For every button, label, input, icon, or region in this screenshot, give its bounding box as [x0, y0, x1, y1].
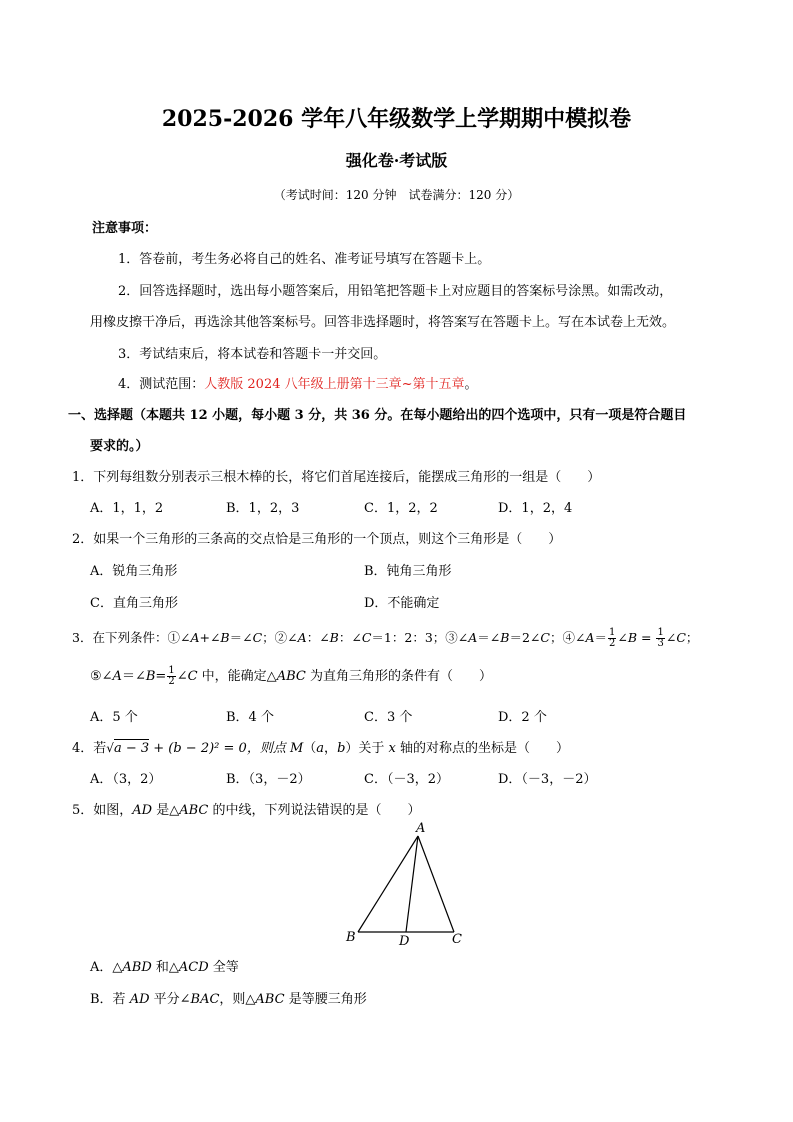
note-item-4 — [118, 373, 478, 392]
vertex-label-a: A — [416, 821, 426, 836]
note-item-4-suffix: 。 — [464, 377, 478, 392]
median-ad — [406, 836, 418, 932]
question-3-option-c[interactable]: C．3 个 — [364, 710, 413, 725]
question-2-option-b[interactable]: B．钝角三角形 — [364, 564, 452, 579]
question-4-stem: 4．若√a − 3 + (b − 2)² = 0，则点 M（a，b）关于 x 轴的对称点的坐标是（ ） — [72, 741, 570, 756]
question-4-option-a[interactable]: A．（3，2） — [90, 772, 162, 787]
question-2-option-c[interactable]: C．直角三角形 — [90, 596, 178, 611]
question-3-stem-line1: 3．在下列条件：①∠A+∠B＝∠C；②∠A：∠B：∠C＝1：2：3；③∠A＝∠B＝2∠C；④∠A＝ $\frac{1}{2}$ ∠B = $\frac{1}{3}$ ∠C； — [72, 627, 699, 649]
note-item-2-line1: 2．回答选择题时，选出每小题答案后，用铅笔把答题卡上对应题目的答案标号涂黑。如需改动， — [118, 284, 673, 299]
vertex-label-b: B — [346, 930, 356, 945]
note-item-3: 3．考试结束后，将本试卷和答题卡一并交回。 — [118, 347, 387, 362]
side-ac — [418, 836, 454, 932]
question-1-option-d[interactable]: D．1，2，4 — [498, 501, 573, 516]
note-item-4-prefix: 4．测试范围： — [118, 377, 205, 392]
question-1-option-c[interactable]: C．1，2，2 — [364, 501, 438, 516]
notes-heading: 注意事项： — [92, 221, 158, 236]
question-1-stem: 1．下列每组数分别表示三根木棒的长，将它们首尾连接后，能摆成三角形的一组是（ ） — [72, 470, 601, 485]
question-5-option-a[interactable]: A．△ABD 和△ACD 全等 — [90, 960, 239, 975]
question-5-stem: 5．如图，AD 是△ABC 的中线，下列说法错误的是（ ） — [72, 803, 421, 818]
section-heading-line1: 一、选择题（本题共 12 小题，每小题 3 分，共 36 分。在每小题给出的四个选项中，只有一项是符合题目 — [68, 408, 687, 423]
triangle-figure — [340, 818, 480, 952]
section-heading-line2: 要求的。） — [90, 439, 149, 454]
note-item-1: 1．答卷前，考生务必将自己的姓名、准考证号填写在答题卡上。 — [118, 252, 491, 267]
question-3-option-b[interactable]: B．4 个 — [226, 710, 274, 725]
question-5-option-b[interactable]: B．若 AD 平分∠BAC，则△ABC 是等腰三角形 — [90, 992, 367, 1007]
question-4-option-c[interactable]: C．（－3，2） — [364, 772, 449, 787]
question-3-option-a[interactable]: A．5 个 — [90, 710, 138, 725]
exam-time-info: （考试时间：120 分钟 试卷满分：120 分） — [273, 188, 520, 202]
point-label-d: D — [399, 934, 410, 949]
page-subtitle: 强化卷·考试版 — [345, 151, 448, 170]
question-4-option-d[interactable]: D．（－3，－2） — [498, 772, 597, 787]
vertex-label-c: C — [452, 932, 462, 947]
question-2-option-a[interactable]: A．锐角三角形 — [90, 564, 178, 579]
question-3-option-d[interactable]: D．2 个 — [498, 710, 547, 725]
side-ab — [358, 836, 418, 932]
test-range-text: 人教版 2024 八年级上册第十三章~第十五章 — [204, 377, 465, 392]
page-title: 2025-2026 学年八年级数学上学期期中模拟卷 — [161, 106, 632, 132]
question-2-stem: 2．如果一个三角形的三条高的交点恰是三角形的一个顶点，则这个三角形是（ ） — [72, 532, 562, 547]
note-item-2-line2: 用橡皮擦干净后，再选涂其他答案标号。回答非选择题时，将答案写在答题卡上。写在本试卷上无效。 — [90, 315, 676, 330]
question-1-option-b[interactable]: B．1，2，3 — [226, 501, 300, 516]
question-4-option-b[interactable]: B．（3，－2） — [226, 772, 311, 787]
question-3-stem-line2: ⑤∠A＝∠B= $\frac{1}{2}$ ∠C 中，能确定△ABC 为直角三角形的条件有（ ） — [90, 665, 492, 687]
fraction-one-half: $\frac{1}{2}$ — [168, 665, 175, 687]
question-2-option-d[interactable]: D．不能确定 — [364, 596, 440, 611]
fraction-one-half: $\frac{1}{2}$ — [609, 627, 616, 649]
question-1-option-a[interactable]: A．1，1，2 — [90, 501, 164, 516]
sqrt-expression: a − 3 — [113, 741, 150, 756]
fraction-one-third: $\frac{1}{3}$ — [657, 627, 664, 649]
